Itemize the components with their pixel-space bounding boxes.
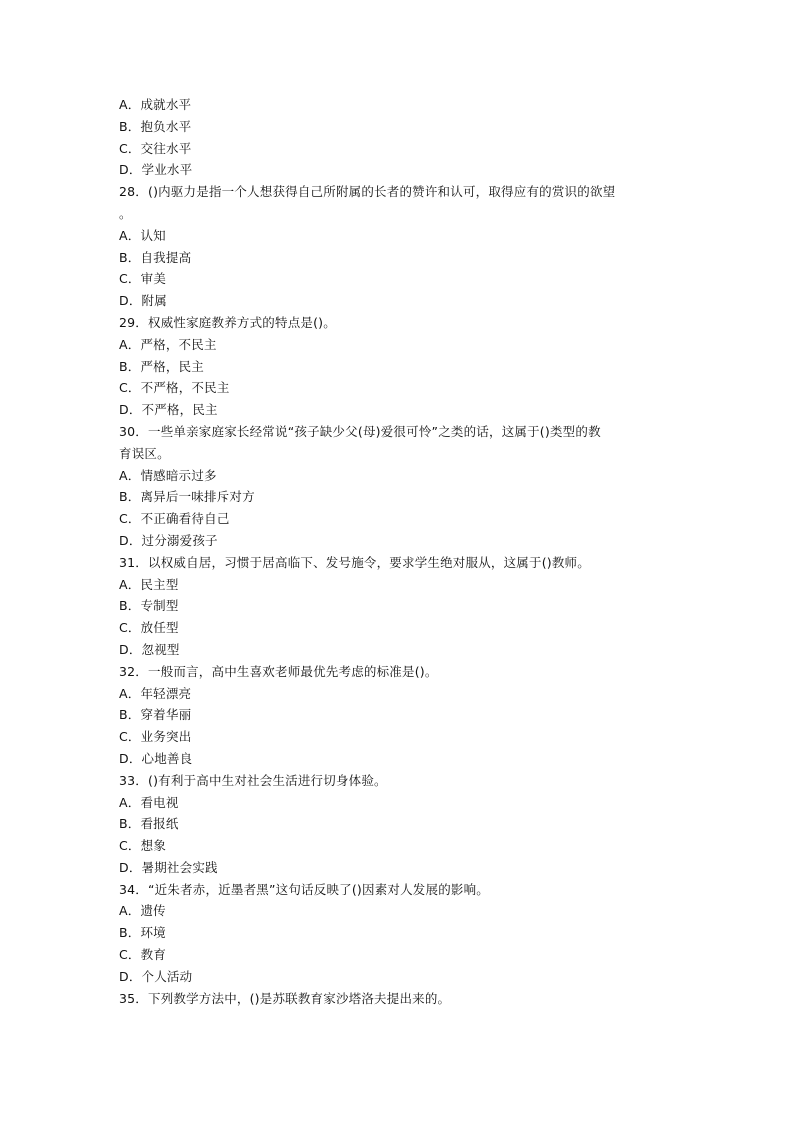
question-text-line: 28．()内驱力是指一个人想获得自己所附属的长者的赞许和认可，取得应有的赏识的欲望 [119,184,616,200]
answer-option: B．看报纸 [119,816,179,832]
answer-option: B．专制型 [119,598,179,614]
question-text-line: 33．()有利于高中生对社会生活进行切身体验。 [119,772,387,788]
question-text-line: 。 [119,205,132,221]
answer-option: D．忽视型 [119,641,180,657]
answer-option: D．不严格，民主 [119,402,218,418]
answer-option: C．交往水平 [119,140,192,156]
answer-option: A．成就水平 [119,97,192,112]
answer-option: C．放任型 [119,620,179,636]
question-text-line: 育误区。 [119,445,170,461]
answer-option: B．严格，民主 [119,358,204,374]
answer-option: A．民主型 [119,576,179,592]
answer-option: C．不严格，不民主 [119,380,230,396]
answer-option: D．暑期社会实践 [119,859,218,875]
answer-option: A．年轻漂亮 [119,685,192,701]
answer-option: B．环境 [119,925,166,941]
answer-option: B．抱负水平 [119,118,192,134]
answer-option: D．附属 [119,293,167,309]
answer-option: C．不正确看待自己 [119,511,230,527]
question-text-line: 34．“近朱者赤，近墨者黑”这句话反映了()因素对人发展的影响。 [119,881,490,897]
answer-option: A．情感暗示过多 [119,467,217,483]
answer-option: B．穿着华丽 [119,707,192,723]
answer-option: A．认知 [119,227,166,243]
answer-option: C．教育 [119,947,167,963]
answer-option: D．心地善良 [119,750,193,766]
answer-option: B．离异后一味排斥对方 [119,489,255,505]
answer-option: C．业务突出 [119,729,192,745]
answer-option: C．想象 [119,838,167,854]
question-text-line: 30．一些单亲家庭家长经常说“孩子缺少父(母)爱很可怜”之类的话，这属于()类型的教 [119,423,601,439]
answer-option: C．审美 [119,271,167,287]
answer-option: B．自我提高 [119,249,192,265]
question-text-line: 32．一般而言，高中生喜欢老师最优先考虑的标准是()。 [119,663,438,679]
question-text-line: 29．权威性家庭教养方式的特点是()。 [119,314,336,330]
answer-option: D．过分溺爱孩子 [119,532,218,548]
answer-option: A．看电视 [119,794,179,810]
question-text-line: 35．下列教学方法中，()是苏联教育家沙塔洛夫提出来的。 [119,990,451,1006]
answer-option: D．个人活动 [119,968,193,984]
answer-option: A．遗传 [119,903,166,919]
question-text-line: 31．以权威自居，习惯于居高临下、发号施令，要求学生绝对服从，这属于()教师。 [119,554,590,570]
answer-option: D．学业水平 [119,162,193,178]
document-page [119,94,679,1009]
answer-option: A．严格，不民主 [119,336,217,352]
